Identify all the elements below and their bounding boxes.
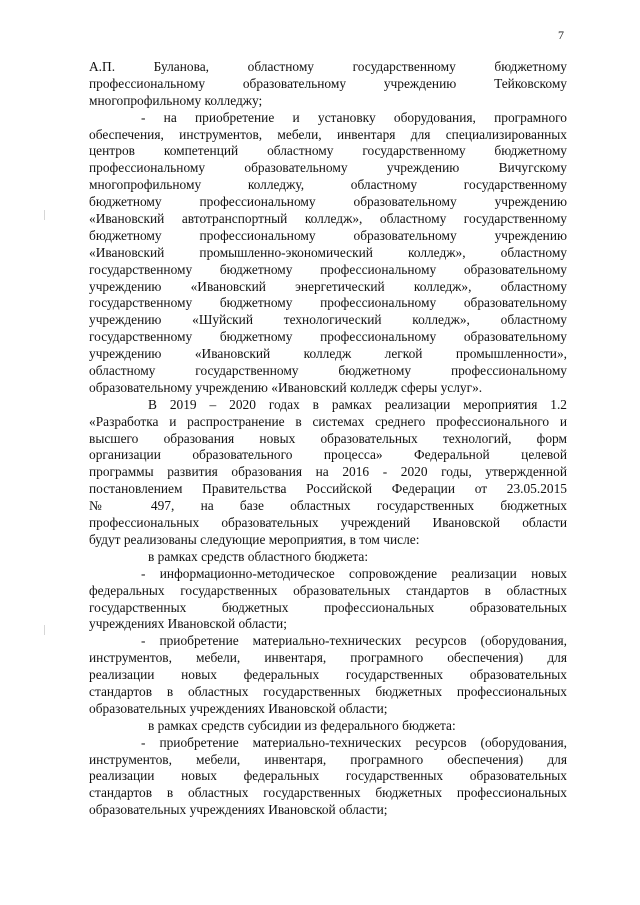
text-line: будут реализованы следующие мероприятия, в том числе: <box>89 531 420 547</box>
text-line: государственному бюджетному профессиональному образовательному <box>89 329 567 345</box>
text-line: А.П. Буланова, областному государственному бюджетному <box>89 59 567 74</box>
margin-mark <box>44 210 45 220</box>
paragraph <box>89 718 567 735</box>
text-line: образовательных учреждениях Ивановской области; <box>89 802 388 818</box>
margin-mark <box>44 625 45 635</box>
text-line: многопрофильному колледжу; <box>89 92 263 108</box>
text-line: многопрофильному колледжу, областному государственному <box>89 177 567 193</box>
document-body <box>89 59 567 819</box>
text-line: «Ивановский автотранспортный колледж», областному государственному <box>89 211 567 227</box>
text-line: бюджетному профессиональному образовательному учреждению <box>89 227 567 243</box>
text-line: стандартов в областных государственных бюджетных профессиональных <box>89 785 567 801</box>
text-line: центров компетенций областному государственному бюджетному <box>89 143 567 159</box>
text-line: инструментов, мебели, инвентаря, програмного обеспечения) для <box>89 751 567 767</box>
text-line: «Ивановский промышленно-экономический колледж», областному <box>89 244 567 260</box>
text-line: организации образовательного процесса» Федеральной целевой <box>89 447 567 463</box>
text-line: профессиональному образовательному учреждению Вичугскому <box>89 160 567 176</box>
text-line: образовательных учреждениях Ивановской области; <box>89 700 388 716</box>
text-line: - на приобретение и установку оборудования, програмного <box>141 109 567 125</box>
text-line: учреждению «Шуйский технологический колледж», областному <box>89 312 567 328</box>
paragraph <box>89 566 567 634</box>
text-line: - информационно-методическое сопровождение реализации новых <box>141 565 567 581</box>
text-line: федеральных государственных образовательных стандартов в областных <box>89 582 567 598</box>
paragraph <box>89 735 567 819</box>
text-line: учреждению «Ивановский колледж легкой промышленности», <box>89 346 567 362</box>
text-line: - приобретение материально-технических ресурсов (оборудования, <box>141 734 567 750</box>
text-line: учреждению «Ивановский энергетический колледж», областному <box>89 278 567 294</box>
text-line: образовательному учреждению «Ивановский колледж сферы услуг». <box>89 379 483 395</box>
text-line: государственному бюджетному профессиональному образовательному <box>89 261 567 277</box>
text-line: обеспечения, инструментов, мебели, инвентаря для специализированных <box>89 126 567 142</box>
paragraph <box>89 633 567 717</box>
text-line: областному государственному бюджетному профессиональному <box>89 363 567 379</box>
text-line: государственных бюджетных профессиональных образовательных <box>89 599 567 615</box>
text-line: № 497, на базе областных государственных бюджетных <box>89 498 567 514</box>
page-number: 7 <box>558 28 564 42</box>
text-line: постановлением Правительства Российской Федерации от 23.05.2015 <box>89 481 567 497</box>
text-line: в рамках средств субсидии из федерального бюджета: <box>148 717 456 733</box>
text-line: В 2019 – 2020 годах в рамках реализации мероприятия 1.2 <box>148 396 567 412</box>
text-line: «Разработка и распространение в системах среднего профессионального и <box>89 413 567 429</box>
text-line: реализации новых федеральных государственных образовательных <box>89 667 567 683</box>
text-line: реализации новых федеральных государственных образовательных <box>89 768 567 784</box>
text-line: бюджетному профессиональному образовательному учреждению <box>89 194 567 210</box>
text-line: профессиональных образовательных учреждений Ивановской области <box>89 515 567 531</box>
text-line: учреждениях Ивановской области; <box>89 616 287 632</box>
paragraph <box>89 59 567 110</box>
text-line: профессиональному образовательному учреждению Тейковскому <box>89 75 567 91</box>
paragraph <box>89 549 567 566</box>
text-line: в рамках средств областного бюджета: <box>148 548 369 564</box>
text-line: стандартов в областных государственных бюджетных профессиональных <box>89 683 567 699</box>
text-line: инструментов, мебели, инвентаря, програмного обеспечения) для <box>89 650 567 666</box>
text-line: государственному бюджетному профессиональному образовательному <box>89 295 567 311</box>
text-line: высшего образования новых образовательных технологий, форм <box>89 430 567 446</box>
text-line: программы развития образования на 2016 - 2020 годы, утвержденной <box>89 464 567 480</box>
paragraph <box>89 397 567 549</box>
paragraph <box>89 110 567 397</box>
text-line: - приобретение материально-технических ресурсов (оборудования, <box>141 633 567 649</box>
